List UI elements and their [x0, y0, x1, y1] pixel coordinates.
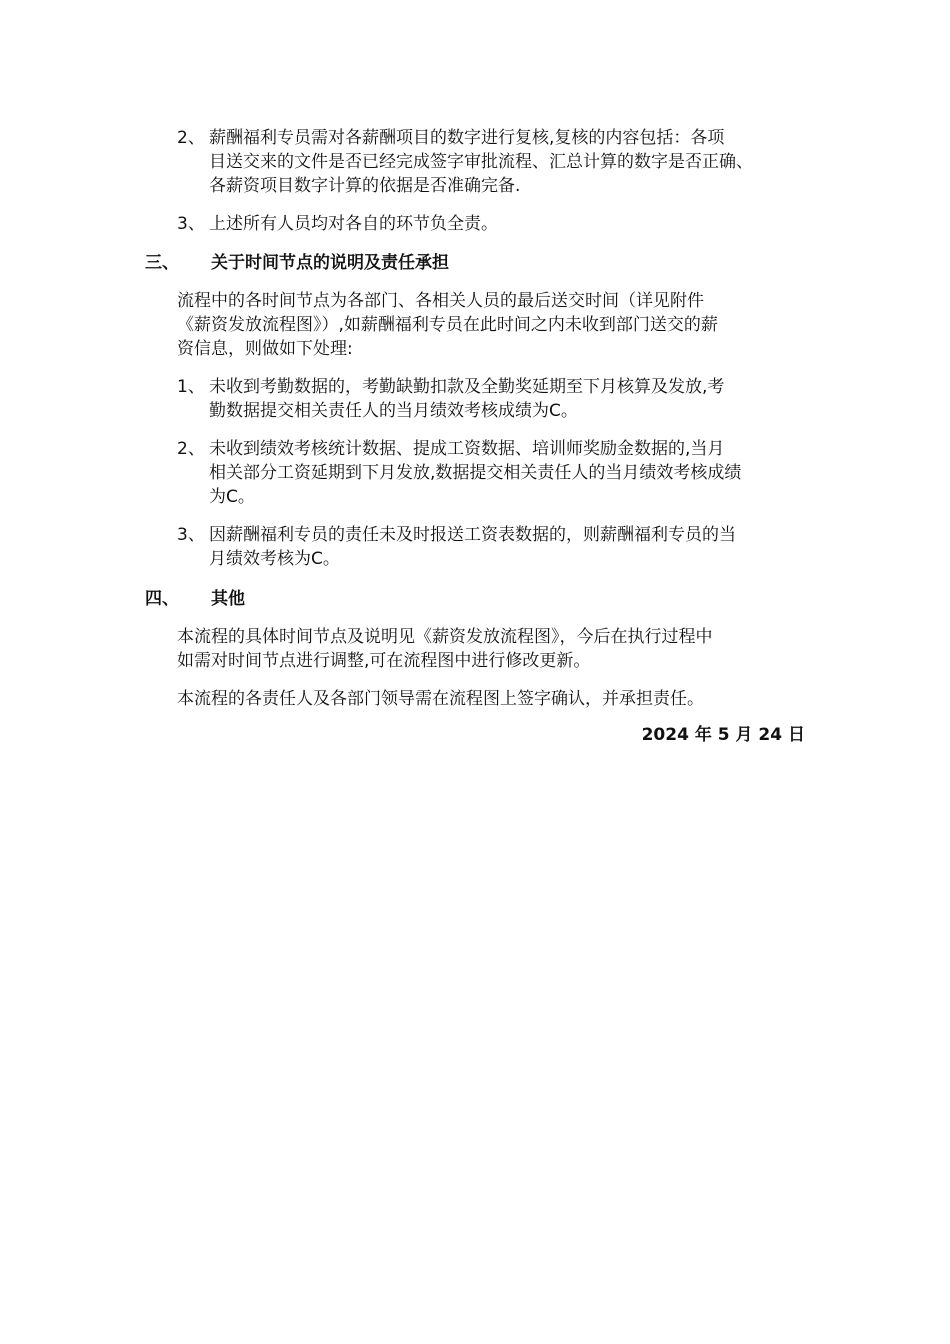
list-item-number: 3、 — [177, 525, 205, 545]
list-item-text — [209, 126, 817, 198]
text-line: 为C。 — [209, 487, 255, 507]
paragraph — [177, 289, 817, 361]
section-heading — [145, 251, 785, 275]
section-number: 三、 — [145, 253, 179, 273]
list-item-text — [209, 437, 817, 509]
paragraph — [177, 625, 817, 673]
section-title: 其他 — [211, 589, 245, 609]
text-line: 如需对时间节点进行调整,可在流程图中进行修改更新。 — [177, 651, 591, 671]
list-item-number: 2、 — [177, 128, 205, 148]
document-date: 2024 年 5 月 24 日 — [641, 725, 805, 745]
list-item-text — [209, 523, 817, 571]
list-item-number: 2、 — [177, 439, 205, 459]
text-line: 各薪资项目数字计算的依据是否准确完备. — [209, 176, 521, 196]
section-heading — [145, 587, 785, 611]
text-line: 上述所有人员均对各自的环节负全责。 — [209, 214, 498, 234]
text-line: 本流程的具体时间节点及说明见《薪资发放流程图》，今后在执行过程中 — [177, 627, 713, 647]
text-line: 《薪资发放流程图》）,如薪酬福利专员在此时间之内未收到部门送交的薪 — [177, 315, 718, 335]
paragraph — [177, 687, 817, 711]
text-line: 因薪酬福利专员的责任未及时报送工资表数据的，则薪酬福利专员的当 — [209, 525, 736, 545]
text-line: 薪酬福利专员需对各薪酬项目的数字进行复核,复核的内容包括：各项 — [209, 128, 725, 148]
text-line: 勤数据提交相关责任人的当月绩效考核成绩为C。 — [209, 401, 578, 421]
section-title: 关于时间节点的说明及责任承担 — [211, 253, 449, 273]
list-item — [177, 212, 817, 236]
list-item — [177, 523, 817, 571]
text-line: 未收到绩效考核统计数据、提成工资数据、培训师奖励金数据的,当月 — [209, 439, 725, 459]
text-line: 月绩效考核为C。 — [209, 549, 340, 569]
list-item-text — [209, 375, 817, 423]
text-line: 未收到考勤数据的，考勤缺勤扣款及全勤奖延期至下月核算及发放,考 — [209, 377, 725, 397]
text-line: 相关部分工资延期到下月发放,数据提交相关责任人的当月绩效考核成绩 — [209, 463, 742, 483]
text-line: 流程中的各时间节点为各部门、各相关人员的最后送交时间（详见附件 — [177, 291, 704, 311]
text-line: 资信息，则做如下处理: — [177, 339, 353, 359]
list-item — [177, 126, 817, 198]
text-line: 本流程的各责任人及各部门领导需在流程图上签字确认，并承担责任。 — [177, 689, 704, 709]
list-item-number: 3、 — [177, 214, 205, 234]
list-item-text — [209, 212, 817, 236]
section-number: 四、 — [145, 589, 179, 609]
text-line: 目送交来的文件是否已经完成签字审批流程、汇总计算的数字是否正确、 — [209, 152, 753, 172]
list-item — [177, 375, 817, 423]
list-item-number: 1、 — [177, 377, 205, 397]
list-item — [177, 437, 817, 509]
